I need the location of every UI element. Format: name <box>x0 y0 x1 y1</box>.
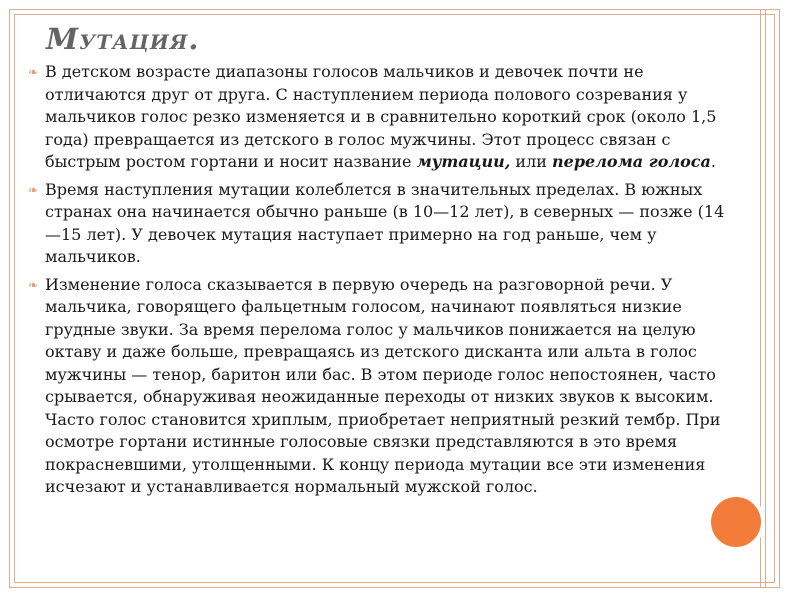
paragraph-2 <box>28 179 728 269</box>
paragraph-3 <box>28 274 728 499</box>
paragraph-1-text: В детском возрасте диапазоны голосов мальчиков и девочек почти не отличаются друг от друга. С наступлением периода полового созревания у мальчиков голос резко изменяется и в сравнительно короткий срок (около 1,5 года) превращается из детского в голос мужчины. Этот процесс связан с быстрым ростом гортани и носит название <box>45 62 717 171</box>
lotus-bullet-icon: ❧ <box>28 277 39 292</box>
slide-right-band <box>760 9 766 588</box>
lotus-bullet-icon: ❧ <box>28 65 39 79</box>
term-voice-break: перелома голоса <box>552 152 711 171</box>
term-mutation: мутации, <box>416 152 511 171</box>
slide-title: Мутация. <box>46 22 200 56</box>
paragraph-2-text: Время наступления мутации колеблется в значительных пределах. В южных странах она начинается обычно раньше (в 10—12 лет), в северных — позже (14—15 лет). У девочек мутация наступает примерно на год раньше, чем у мальчиков. <box>45 179 725 266</box>
content-list <box>28 61 728 504</box>
paragraph-1-end: . <box>710 152 716 171</box>
paragraph-3-text: Изменение голоса сказывается в первую очередь на разговорной речи. У мальчика, говорящего фальцетным голосом, начинают появляться низкие грудные звуки. За время перелома голос у мальчиков понижается на целую октаву и даже больше, превращаясь из детского дисканта или альта в голос мужчины — тенор, баритон или бас. В этом периоде голос непостоянен, часто срывается, обнаруживая неожиданные переходы от низких звуков к высоким. Часто голос становится хриплым, приобретает неприятный резкий тембр. При осмотре гортани истинные голосовые связки представляются в это время покрасневшими, утолщенными. К концу периода мутации все эти изменения исчезают и устанавливается нормальный мужской голос. <box>45 274 721 496</box>
paragraph-1-connector: или <box>510 152 553 171</box>
lotus-bullet-icon: ❧ <box>28 182 39 197</box>
paragraph-1 <box>28 61 728 174</box>
accent-circle <box>711 497 761 547</box>
